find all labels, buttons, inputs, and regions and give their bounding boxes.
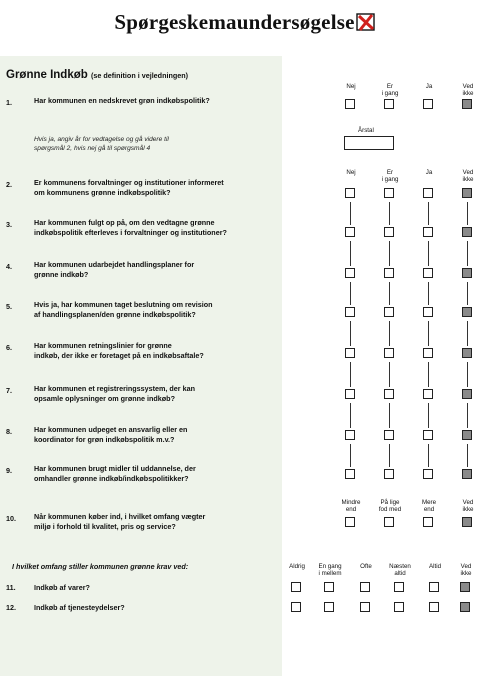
answer-checkbox[interactable] <box>384 430 394 440</box>
connector-line <box>389 321 390 346</box>
connector-line <box>428 444 429 467</box>
question-number: 4. <box>6 262 12 271</box>
question-text: Har kommunen udpeget en ansvarlig eller en koordinator for grøn indkøbspolitik m.v.? <box>34 425 188 444</box>
question-number: 2. <box>6 180 12 189</box>
answer-checkbox[interactable] <box>462 188 472 198</box>
option-header: Aldrig <box>289 563 305 570</box>
option-header: Er i gang <box>381 169 399 183</box>
option-header: Ofte <box>360 563 372 570</box>
answer-checkbox[interactable] <box>345 99 355 109</box>
connector-line <box>428 202 429 225</box>
question-text: Indkøb af varer? <box>34 583 90 592</box>
answer-checkbox[interactable] <box>423 430 433 440</box>
connector-line <box>467 241 468 266</box>
section-heading <box>6 69 188 81</box>
answer-checkbox[interactable] <box>345 348 355 358</box>
answer-checkbox[interactable] <box>360 602 370 612</box>
connector-line <box>467 444 468 467</box>
answer-checkbox[interactable] <box>462 99 472 109</box>
answer-checkbox[interactable] <box>462 227 472 237</box>
answer-checkbox[interactable] <box>384 389 394 399</box>
answer-checkbox[interactable] <box>324 602 334 612</box>
section-note: (se definition i vejledningen) <box>90 71 189 80</box>
option-header: Mindre end <box>341 499 361 513</box>
connector-line <box>350 444 351 467</box>
answer-checkbox[interactable] <box>460 602 470 612</box>
connector-line <box>389 444 390 467</box>
answer-checkbox[interactable] <box>423 307 433 317</box>
question-number: 9. <box>6 466 12 475</box>
question-text: Har kommunen udarbejdet handlingsplaner for grønne indkøb? <box>34 260 195 279</box>
connector-line <box>467 362 468 387</box>
connector-line <box>389 282 390 305</box>
answer-checkbox[interactable] <box>384 307 394 317</box>
option-header: Ja <box>425 169 433 176</box>
option-header: Nej <box>346 169 356 176</box>
question-number: 11. <box>6 583 16 592</box>
connector-line <box>428 282 429 305</box>
connector-line <box>428 403 429 428</box>
q1-note: Hvis ja, angiv år for vedtagelse og gå videre til spørgsmål 2, hvis nej gå til spørgsmål 4 <box>34 136 169 152</box>
answer-checkbox[interactable] <box>460 582 470 592</box>
answer-checkbox[interactable] <box>345 268 355 278</box>
connector-line <box>350 403 351 428</box>
connector-line <box>389 241 390 266</box>
question-text: Indkøb af tjenesteydelser? <box>34 603 125 612</box>
connector-line <box>467 282 468 305</box>
connector-line <box>350 241 351 266</box>
answer-checkbox[interactable] <box>462 348 472 358</box>
option-header: En gang i mellem <box>318 563 342 577</box>
connector-line <box>467 403 468 428</box>
option-header: Ved ikke <box>460 563 472 577</box>
answer-checkbox[interactable] <box>324 582 334 592</box>
answer-checkbox[interactable] <box>462 469 472 479</box>
sub-heading: I hvilket omfang stiller kommunen grønne krav ved: <box>12 562 189 571</box>
answer-checkbox[interactable] <box>429 582 439 592</box>
answer-checkbox[interactable] <box>423 348 433 358</box>
question-number: 1. <box>6 98 12 107</box>
answer-checkbox[interactable] <box>291 602 301 612</box>
page-title <box>0 10 490 35</box>
answer-checkbox[interactable] <box>423 227 433 237</box>
answer-checkbox[interactable] <box>423 99 433 109</box>
question-text: Har kommunen brugt midler til uddannelse, der omhandler grønne indkøb/indkøbspolitikker? <box>34 464 196 483</box>
answer-checkbox[interactable] <box>462 430 472 440</box>
question-text: Når kommunen køber ind, i hvilket omfang vægter miljø i forhold til kvalitet, pris og service? <box>34 512 206 531</box>
question-text: Har kommunen en nedskrevet grøn indkøbspolitik? <box>34 96 210 105</box>
year-input[interactable] <box>344 136 394 150</box>
question-number: 10. <box>6 514 16 523</box>
answer-checkbox[interactable] <box>384 517 394 527</box>
connector-line <box>428 362 429 387</box>
answer-checkbox[interactable] <box>345 430 355 440</box>
option-header: Ved ikke <box>462 83 474 97</box>
answer-checkbox[interactable] <box>384 469 394 479</box>
option-header: På lige fod med <box>378 499 402 513</box>
connector-line <box>350 321 351 346</box>
answer-checkbox[interactable] <box>462 307 472 317</box>
logo-x-icon <box>356 12 376 32</box>
connector-line <box>428 321 429 346</box>
option-header: Ja <box>425 83 433 90</box>
answer-checkbox[interactable] <box>423 469 433 479</box>
section-title: Grønne Indkøb <box>6 69 88 81</box>
option-header: Er i gang <box>381 83 399 97</box>
connector-line <box>389 362 390 387</box>
answer-checkbox[interactable] <box>291 582 301 592</box>
year-label: Årstal <box>358 127 374 134</box>
answer-checkbox[interactable] <box>394 602 404 612</box>
answer-checkbox[interactable] <box>345 188 355 198</box>
answer-checkbox[interactable] <box>423 517 433 527</box>
answer-checkbox[interactable] <box>394 582 404 592</box>
answer-checkbox[interactable] <box>384 227 394 237</box>
answer-checkbox[interactable] <box>462 268 472 278</box>
question-text: Har kommunen fulgt op på, om den vedtagne grønne indkøbspolitik efterleves i forvaltninger og institutioner? <box>34 218 227 237</box>
answer-checkbox[interactable] <box>384 99 394 109</box>
question-number: 5. <box>6 302 12 311</box>
answer-checkbox[interactable] <box>384 188 394 198</box>
option-header: Mere end <box>421 499 437 513</box>
answer-checkbox[interactable] <box>423 188 433 198</box>
answer-checkbox[interactable] <box>360 582 370 592</box>
title-text: Spørgeskemaundersøgelse <box>114 10 355 34</box>
connector-line <box>467 202 468 225</box>
connector-line <box>350 202 351 225</box>
connector-line <box>467 321 468 346</box>
answer-checkbox[interactable] <box>423 389 433 399</box>
option-header: Nej <box>346 83 356 90</box>
question-text: Har kommunen retningslinier for grønne indkøb, der ikke er foretaget på en indkøbsaftale? <box>34 341 204 360</box>
connector-line <box>428 241 429 266</box>
answer-checkbox[interactable] <box>345 469 355 479</box>
connector-line <box>389 403 390 428</box>
answer-checkbox[interactable] <box>345 307 355 317</box>
connector-line <box>350 362 351 387</box>
question-text: Hvis ja, har kommunen taget beslutning om revision af handlingsplanen/den grønne indkøbspolitik? <box>34 300 213 319</box>
question-text: Har kommunen et registreringssystem, der kan opsamle oplysninger om grønne indkøb? <box>34 384 195 403</box>
answer-checkbox[interactable] <box>345 389 355 399</box>
answer-checkbox[interactable] <box>384 348 394 358</box>
question-number: 6. <box>6 343 12 352</box>
answer-checkbox[interactable] <box>429 602 439 612</box>
answer-checkbox[interactable] <box>423 268 433 278</box>
answer-checkbox[interactable] <box>462 389 472 399</box>
question-number: 3. <box>6 220 12 229</box>
answer-checkbox[interactable] <box>384 268 394 278</box>
connector-line <box>350 282 351 305</box>
option-header: Ved ikke <box>462 499 474 513</box>
question-number: 12. <box>6 603 16 612</box>
question-number: 7. <box>6 386 12 395</box>
connector-line <box>389 202 390 225</box>
question-number: 8. <box>6 427 12 436</box>
option-header: Ved ikke <box>462 169 474 183</box>
option-header: Næsten altid <box>389 563 411 577</box>
question-text: Er kommunens forvaltninger og institutioner informeret om kommunens grønne indkøbspolitik? <box>34 178 224 197</box>
answer-checkbox[interactable] <box>345 517 355 527</box>
option-header: Altid <box>428 563 442 570</box>
answer-checkbox[interactable] <box>345 227 355 237</box>
answer-checkbox[interactable] <box>462 517 472 527</box>
